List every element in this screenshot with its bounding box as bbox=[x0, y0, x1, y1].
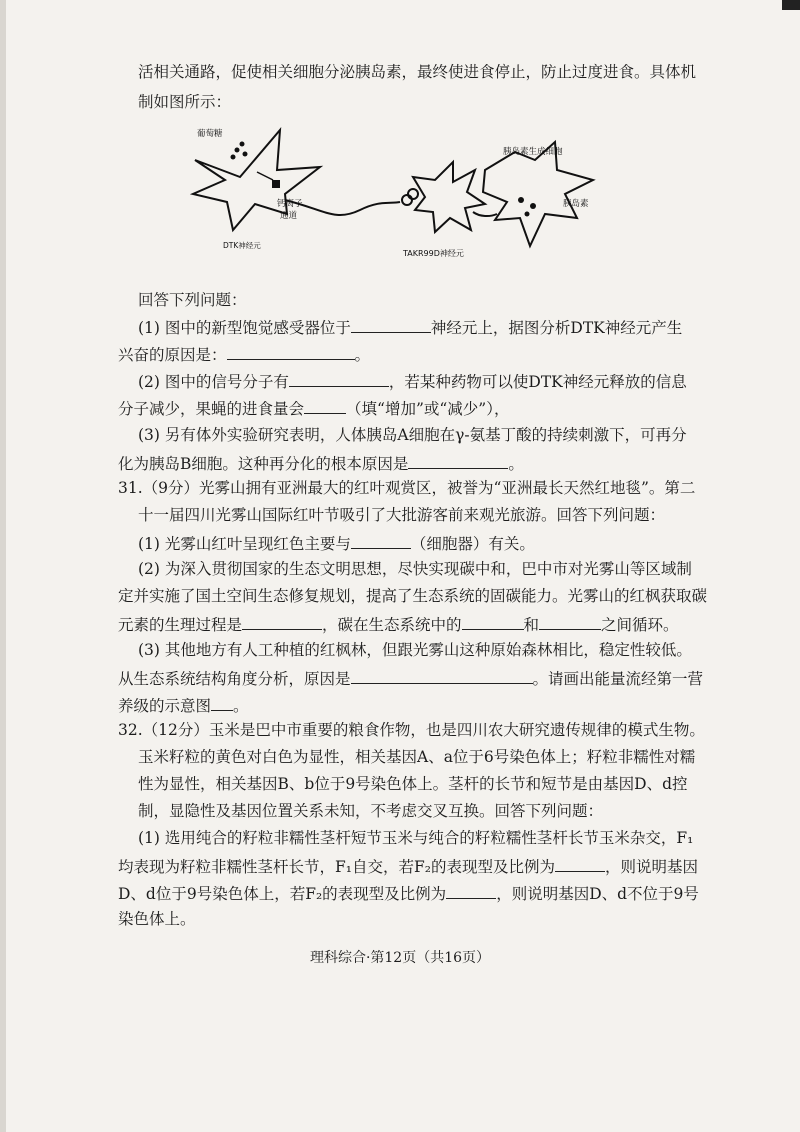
answer-blank[interactable] bbox=[555, 855, 605, 872]
answer-blank[interactable] bbox=[539, 613, 601, 630]
q31-header-line2: 十一届四川光雾山国际红叶节吸引了大批游客前来观光旅游。回答下列问题： bbox=[138, 506, 666, 524]
q31-part1 bbox=[138, 532, 535, 554]
label-dtk-neuron: DTK神经元 bbox=[223, 241, 261, 250]
q30-p2-text-d: （填“增加”或“减少”）， bbox=[346, 400, 510, 418]
insulin-cell-body bbox=[483, 142, 593, 246]
label-insulin: 胰岛素 bbox=[563, 199, 589, 209]
answer-blank[interactable] bbox=[351, 667, 533, 684]
glucose-dot bbox=[240, 142, 245, 147]
q31-part2-line3 bbox=[118, 613, 679, 635]
synapse-knob bbox=[408, 189, 418, 199]
q32-header-line2: 玉米籽粒的黄色对白色为显性，相关基因A、a位于6号染色体上；籽粒非糯性对糯 bbox=[138, 748, 696, 766]
q32-part1-line4: 染色体上。 bbox=[118, 910, 196, 928]
answer-blank[interactable] bbox=[242, 613, 322, 630]
q30-p1-text-b: 神经元上，据图分析DTK神经元产生 bbox=[430, 319, 683, 337]
granule bbox=[525, 212, 530, 217]
q32-header-line4: 制，显隐性及基因位置关系未知，不考虑交叉互换。回答下列问题： bbox=[138, 802, 604, 820]
q31-p2-text-f: 之间循环。 bbox=[601, 616, 679, 634]
q31-part2-line2: 定并实施了国土空间生态修复规划，提高了生态系统的固碳能力。光雾山的红枫获取碳 bbox=[118, 587, 708, 605]
q31-p2-text-e: 和 bbox=[523, 616, 540, 634]
q30-part2-line2 bbox=[118, 397, 509, 419]
q32-part1-line2 bbox=[118, 855, 698, 877]
q31-part3-line2 bbox=[118, 667, 703, 689]
q30-part1-line1 bbox=[138, 316, 682, 338]
page-footer: 理科综合·第12页（共16页） bbox=[309, 950, 491, 966]
q32-p1-text-d: D、d位于9号染色体上，若F₂的表现型及比例为 bbox=[118, 885, 447, 903]
glucose-dot bbox=[243, 152, 248, 157]
q32-header-line3: 性为显性，相关基因B、b位于9号染色体上。茎杆的长节和短节是由基因D、d控 bbox=[138, 775, 688, 793]
q32-part1-line3 bbox=[118, 882, 699, 904]
q32-header-line1: 32.（12分）玉米是巴中市重要的粮食作物，也是四川农大研究遗传规律的模式生物。 bbox=[118, 721, 705, 739]
answer-blank[interactable] bbox=[351, 532, 411, 549]
answer-blank[interactable] bbox=[408, 452, 508, 469]
granule bbox=[530, 203, 536, 209]
label-insulin-cell: 胰岛素生成细胞 bbox=[503, 147, 563, 157]
q31-p3-text-b: 从生态系统结构角度分析，原因是 bbox=[118, 670, 351, 688]
q31-part2-line1: (2) 为深入贯彻国家的生态文明思想，尽快实现碳中和，巴中市对光雾山等区域制 bbox=[138, 560, 692, 578]
q30-p3-text-b: 化为胰岛B细胞。这种再分化的根本原因是 bbox=[118, 455, 409, 473]
q31-p1-text-a: (1) 光雾山红叶呈现红色主要与 bbox=[138, 535, 351, 553]
answer-blank[interactable] bbox=[462, 613, 524, 630]
answer-blank[interactable] bbox=[289, 370, 389, 387]
glucose-dot bbox=[235, 148, 240, 153]
q31-p2-text-c: 元素的生理过程是 bbox=[118, 616, 243, 634]
intro-line-1: 活相关通路，促使相关细胞分泌胰岛素，最终使进食停止，防止过度进食。具体机 bbox=[138, 63, 697, 81]
q31-p3-text-d: 养级的示意图 bbox=[118, 697, 212, 715]
q30-p2-text-b: ，若某种药物可以使DTK神经元释放的信息 bbox=[388, 373, 687, 391]
label-takr-neuron: TAKR99D神经元 bbox=[403, 249, 464, 258]
q30-part3-line2 bbox=[118, 452, 524, 474]
intro-line-2: 制如图所示： bbox=[138, 93, 232, 111]
q31-p3-text-c: 。请画出能量流经第一营 bbox=[532, 670, 704, 688]
q31-p2-text-d: ，碳在生态系统中的 bbox=[322, 616, 462, 634]
q30-p2-text-c: 分子减少，果蝇的进食量会 bbox=[118, 400, 305, 418]
q30-part3-line1: (3) 另有体外实验研究表明，人体胰岛A细胞在γ-氨基丁酸的持续刺激下，可再分 bbox=[138, 426, 687, 444]
q30-p1-text-d: 。 bbox=[354, 346, 371, 364]
q30-p2-text-a: (2) 图中的信号分子有 bbox=[138, 373, 289, 391]
label-calcium-channel-2: 通道 bbox=[280, 211, 298, 221]
answer-blank[interactable] bbox=[351, 316, 431, 333]
synapse-knob bbox=[402, 195, 412, 205]
label-glucose: 葡萄糖 bbox=[197, 129, 223, 139]
glucose-dot bbox=[231, 155, 236, 160]
calcium-channel-mark bbox=[272, 180, 280, 188]
q32-p1-text-e: ，则说明基因D、d不位于9号 bbox=[496, 885, 699, 903]
label-calcium-channel-1: 钙离子 bbox=[277, 199, 303, 209]
answer-blank[interactable] bbox=[446, 882, 496, 899]
takr-neuron-body bbox=[413, 162, 485, 232]
answer-blank[interactable] bbox=[211, 694, 233, 711]
q32-p1-text-b: 均表现为籽粒非糯性茎杆长节，F₁自交，若F₂的表现型及比例为 bbox=[118, 858, 555, 876]
granule bbox=[518, 197, 524, 203]
answer-blank[interactable] bbox=[304, 397, 346, 414]
q31-p1-text-b: （细胞器）有关。 bbox=[410, 535, 535, 553]
q30-p3-text-c: 。 bbox=[508, 455, 524, 473]
q30-p1-text-c: 兴奋的原因是： bbox=[118, 346, 227, 364]
neuron-diagram bbox=[185, 122, 605, 270]
q30-part1-line2 bbox=[118, 343, 370, 365]
arrow bbox=[257, 172, 273, 180]
q31-part3-line3 bbox=[118, 694, 249, 716]
q31-p3-text-e: 。 bbox=[233, 697, 249, 715]
q31-part3-line1: (3) 其他地方有人工种植的红枫林，但跟光雾山这种原始森林相比，稳定性较低。 bbox=[138, 641, 692, 659]
answer-blank[interactable] bbox=[227, 343, 355, 360]
q31-header-line1: 31.（9分）光雾山拥有亚洲最大的红叶观赏区，被誉为“亚洲最长天然红地毯”。第二 bbox=[118, 479, 696, 497]
scan-corner-mark bbox=[782, 0, 800, 10]
q32-p1-text-c: ，则说明基因 bbox=[604, 858, 698, 876]
takr-axon bbox=[473, 212, 497, 216]
q32-part1-line1: (1) 选用纯合的籽粒非糯性茎杆短节玉米与纯合的籽粒糯性茎杆长节玉米杂交，F₁ bbox=[138, 829, 694, 847]
dtk-neuron-body bbox=[193, 130, 320, 230]
answer-prompt: 回答下列问题： bbox=[138, 291, 247, 309]
q30-part2-line1 bbox=[138, 370, 687, 392]
q30-p1-text-a: (1) 图中的新型饱觉感受器位于 bbox=[138, 319, 351, 337]
